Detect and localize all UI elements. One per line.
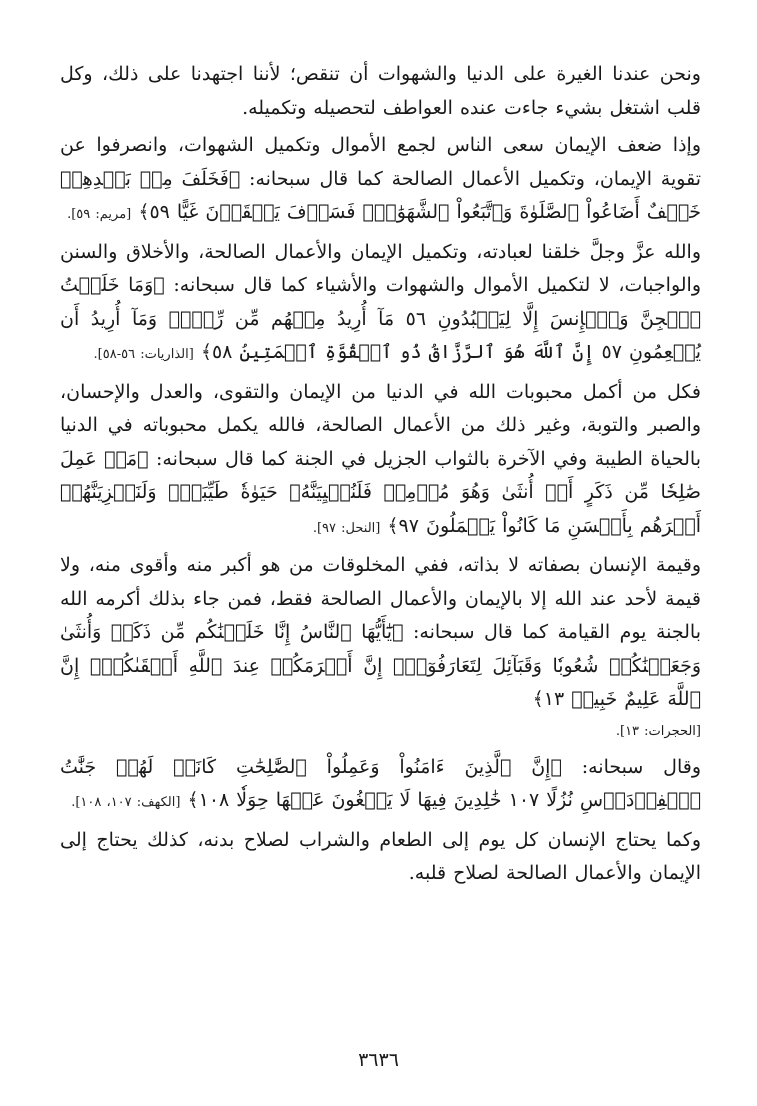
paragraph-6-text: وقال سبحانه: [581, 755, 701, 778]
quran-verse-hujurat: ﴿يَٰٓأَيُّهَا ٱلنَّاسُ إِنَّا خَلَقۡنَٰكُم مِّن ذَكَرٖ وَأُنثَىٰ وَجَعَلۡنَٰكُمۡ شُعُوبٗا وَقَبَآئِلَ لِتَعَارَفُوٓاْۚ إِنَّ أَكۡرَمَكُمۡ عِندَ ٱللَّهِ أَتۡقَىٰكُمۡۚ إِنَّ ٱللَّهَ عَلِيمٌ خَبِيرٞ ١٣﴾ [60, 621, 701, 710]
paragraph-3 [60, 236, 701, 372]
quran-verse-nahl: ﴿مَنۡ عَمِلَ صَٰلِحٗا مِّن ذَكَرٍ أَوۡ أُنثَىٰ وَهُوَ مُؤۡمِنٞ فَلَنُحۡيِيَنَّهُۥ حَيَوٰةٗ طَيِّبَةٗۖ وَلَنَجۡزِيَنَّهُمۡ أَجۡرَهُم بِأَحۡسَنِ مَا كَانُواْ يَعۡمَلُونَ ٩٧﴾ [60, 447, 701, 537]
body-text [60, 58, 701, 891]
paragraph-1-text: ونحن عندنا الغيرة على الدنيا والشهوات أن تنقص؛ لأننا اجتهدنا على ذلك، وكل قلب اشتغل بشيء جاءت عنده العواطف لتحصيله وتكميله. [60, 63, 701, 119]
paragraph-6 [60, 751, 701, 820]
verse-reference-maryam: [مريم: ٥٩]. [67, 207, 132, 222]
paragraph-5-text: وقيمة الإنسان بصفاته لا بذاته، ففي المخلوقات من هو أكبر منه وأقوى منه، ولا قيمة لأحد عند الله إلا بالإيمان والأعمال الصالحة فقط، فمن جاء بذلك أكرمه الله بالجنة يوم القيامة كما قال سبحانه: [60, 554, 701, 643]
paragraph-2 [60, 129, 701, 232]
paragraph-7-text: وكما يحتاج الإنسان كل يوم إلى الطعام والشراب لصلاح بدنه، كذلك يحتاج إلى الإيمان والأعمال الصالحة لصلاح قلبه. [60, 828, 701, 884]
paragraph-4-text: فكل من أكمل محبوبات الله في الدنيا من الإيمان والتقوى، والعدل والإحسان، والصبر والتوبة، وغير ذلك من الأعمال الصالحة، فالله يكمل محبوباته في الدنيا بالحياة الطيبة وفي الآخرة بالثواب الجزيل في الجنة كما قال سبحانه: [60, 380, 701, 470]
quran-verse-dhariyat: ﴿وَمَا خَلَقۡتُ ٱلۡجِنَّ وَٱلۡإِنسَ إِلَّا لِيَعۡبُدُونِ ٥٦ مَآ أُرِيدُ مِنۡهُم مِّن رِّزۡقٖ وَمَآ أُرِيدُ أَن يُطۡعِمُونِ ٥٧ إِنَّ ٱللَّهَ هُوَ ٱلرَّزَّاقُ ذُو ٱلۡقُوَّةِ ٱلۡمَتِينُ ٥٨﴾ [60, 274, 701, 363]
verse-reference-hujurat: [الحجرات: ١٣]. [615, 723, 701, 739]
paragraph-2-text: وإذا ضعف الإيمان سعى الناس لجمع الأموال وتكميل الشهوات، وانصرفوا عن تقوية الإيمان، وتكميل الأعمال الصالحة كما قال سبحانه: [60, 134, 701, 190]
verse-reference-nahl: [النحل: ٩٧]. [312, 520, 381, 536]
verse-reference-kahf: [الكهف: ١٠٧، ١٠٨]. [71, 795, 181, 810]
page-number: ٣٦٣٦ [358, 1049, 399, 1071]
paragraph-4 [60, 376, 701, 546]
paragraph-3-text: والله عزَّ وجلَّ خلقنا لعبادته، وتكميل الإيمان والأعمال الصالحة، والأخلاق والسنن والواجبات، لا لتكميل الأموال والشهوات والأشياء كما قال سبحانه: [60, 240, 701, 296]
quran-verse-maryam: ﴿فَخَلَفَ مِنۢ بَعۡدِهِمۡ خَلۡفٌ أَضَاعُواْ ٱلصَّلَوٰةَ وَٱتَّبَعُواْ ٱلشَّهَوَٰتِۖ فَسَوۡفَ يَلۡقَوۡنَ غَيًّا ٥٩﴾ [60, 167, 701, 223]
quran-verse-kahf: ﴿إِنَّ ٱلَّذِينَ ءَامَنُواْ وَعَمِلُواْ ٱلصَّٰلِحَٰتِ كَانَتۡ لَهُمۡ جَنَّٰتُ ٱلۡفِرۡدَوۡسِ نُزُلًا ١٠٧ خَٰلِدِينَ فِيهَا لَا يَبۡغُونَ عَنۡهَا حِوَلٗا ١٠٨﴾ [60, 755, 701, 811]
verse-reference-dhariyat: [الذاريات: ٥٦-٥٨]. [93, 347, 194, 362]
paragraph-7 [60, 824, 701, 891]
paragraph-1 [60, 58, 701, 125]
paragraph-5 [60, 549, 701, 747]
